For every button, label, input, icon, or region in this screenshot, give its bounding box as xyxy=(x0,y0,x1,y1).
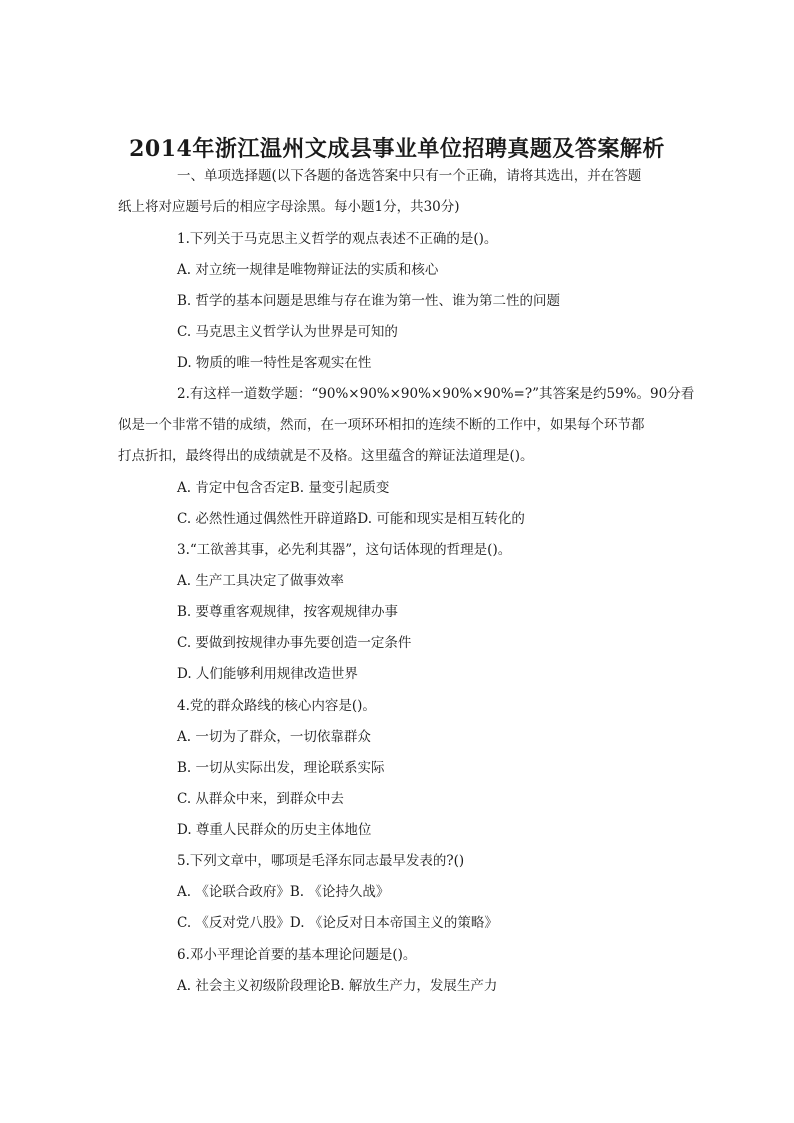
q6-options-ab: A. 社会主义初级阶段理论B. 解放生产力，发展生产力 xyxy=(177,978,498,994)
q2-options-ab: A. 肯定中包含否定B. 量变引起质变 xyxy=(177,480,390,496)
q4-option-d: D. 尊重人民群众的历史主体地位 xyxy=(177,822,372,838)
q5-options-cd: C. 《反对党八股》D. 《论反对日本帝国主义的策略》 xyxy=(177,915,498,931)
question-2-line-3: 打点折扣，最终得出的成绩就是不及格。这里蕴含的辩证法道理是()。 xyxy=(118,448,534,464)
q3-option-d: D. 人们能够利用规律改造世界 xyxy=(177,666,358,682)
question-6: 6.邓小平理论首要的基本理论问题是()。 xyxy=(177,947,417,963)
question-2-line-1: 2.有这样一道数学题：“90%×90%×90%×90%×90%=?”其答案是约59%。90分看 xyxy=(177,386,695,402)
question-5: 5.下列文章中，哪项是毛泽东同志最早发表的?() xyxy=(177,853,465,869)
section-heading-line-2: 纸上将对应题号后的相应字母涂黑。每小题1分，共30分) xyxy=(118,199,460,215)
question-2-line-2: 似是一个非常不错的成绩，然而，在一项环环相扣的连续不断的工作中，如果每个环节都 xyxy=(118,417,645,433)
question-3: 3.“工欲善其事，必先利其器”，这句话体现的哲理是()。 xyxy=(177,542,512,558)
q4-option-a: A. 一切为了群众，一切依靠群众 xyxy=(177,729,371,745)
section-heading-line-1: 一、单项选择题(以下各题的备选答案中只有一个正确，请将其选出，并在答题 xyxy=(177,168,642,184)
q4-option-c: C. 从群众中来，到群众中去 xyxy=(177,791,344,807)
q1-option-d: D. 物质的唯一特性是客观实在性 xyxy=(177,355,372,371)
q3-option-b: B. 要尊重客观规律，按客观规律办事 xyxy=(177,604,399,620)
q2-options-cd: C. 必然性通过偶然性开辟道路D. 可能和现实是相互转化的 xyxy=(177,511,525,527)
q1-option-a: A. 对立统一规律是唯物辩证法的实质和核心 xyxy=(177,262,439,278)
question-1: 1.下列关于马克思主义哲学的观点表述不正确的是()。 xyxy=(177,231,498,247)
q1-option-c: C. 马克思主义哲学认为世界是可知的 xyxy=(177,324,398,340)
q4-option-b: B. 一切从实际出发，理论联系实际 xyxy=(177,760,385,776)
q1-option-b: B. 哲学的基本问题是思维与存在谁为第一性、谁为第二性的问题 xyxy=(177,293,561,309)
question-4: 4.党的群众路线的核心内容是()。 xyxy=(177,698,376,714)
q5-options-ab: A. 《论联合政府》B. 《论持久战》 xyxy=(177,884,390,900)
q3-option-a: A. 生产工具决定了做事效率 xyxy=(177,573,344,589)
q3-option-c: C. 要做到按规律办事先要创造一定条件 xyxy=(177,635,412,651)
page-title: 2014年浙江温州文成县事业单位招聘真题及答案解析 xyxy=(129,136,665,162)
